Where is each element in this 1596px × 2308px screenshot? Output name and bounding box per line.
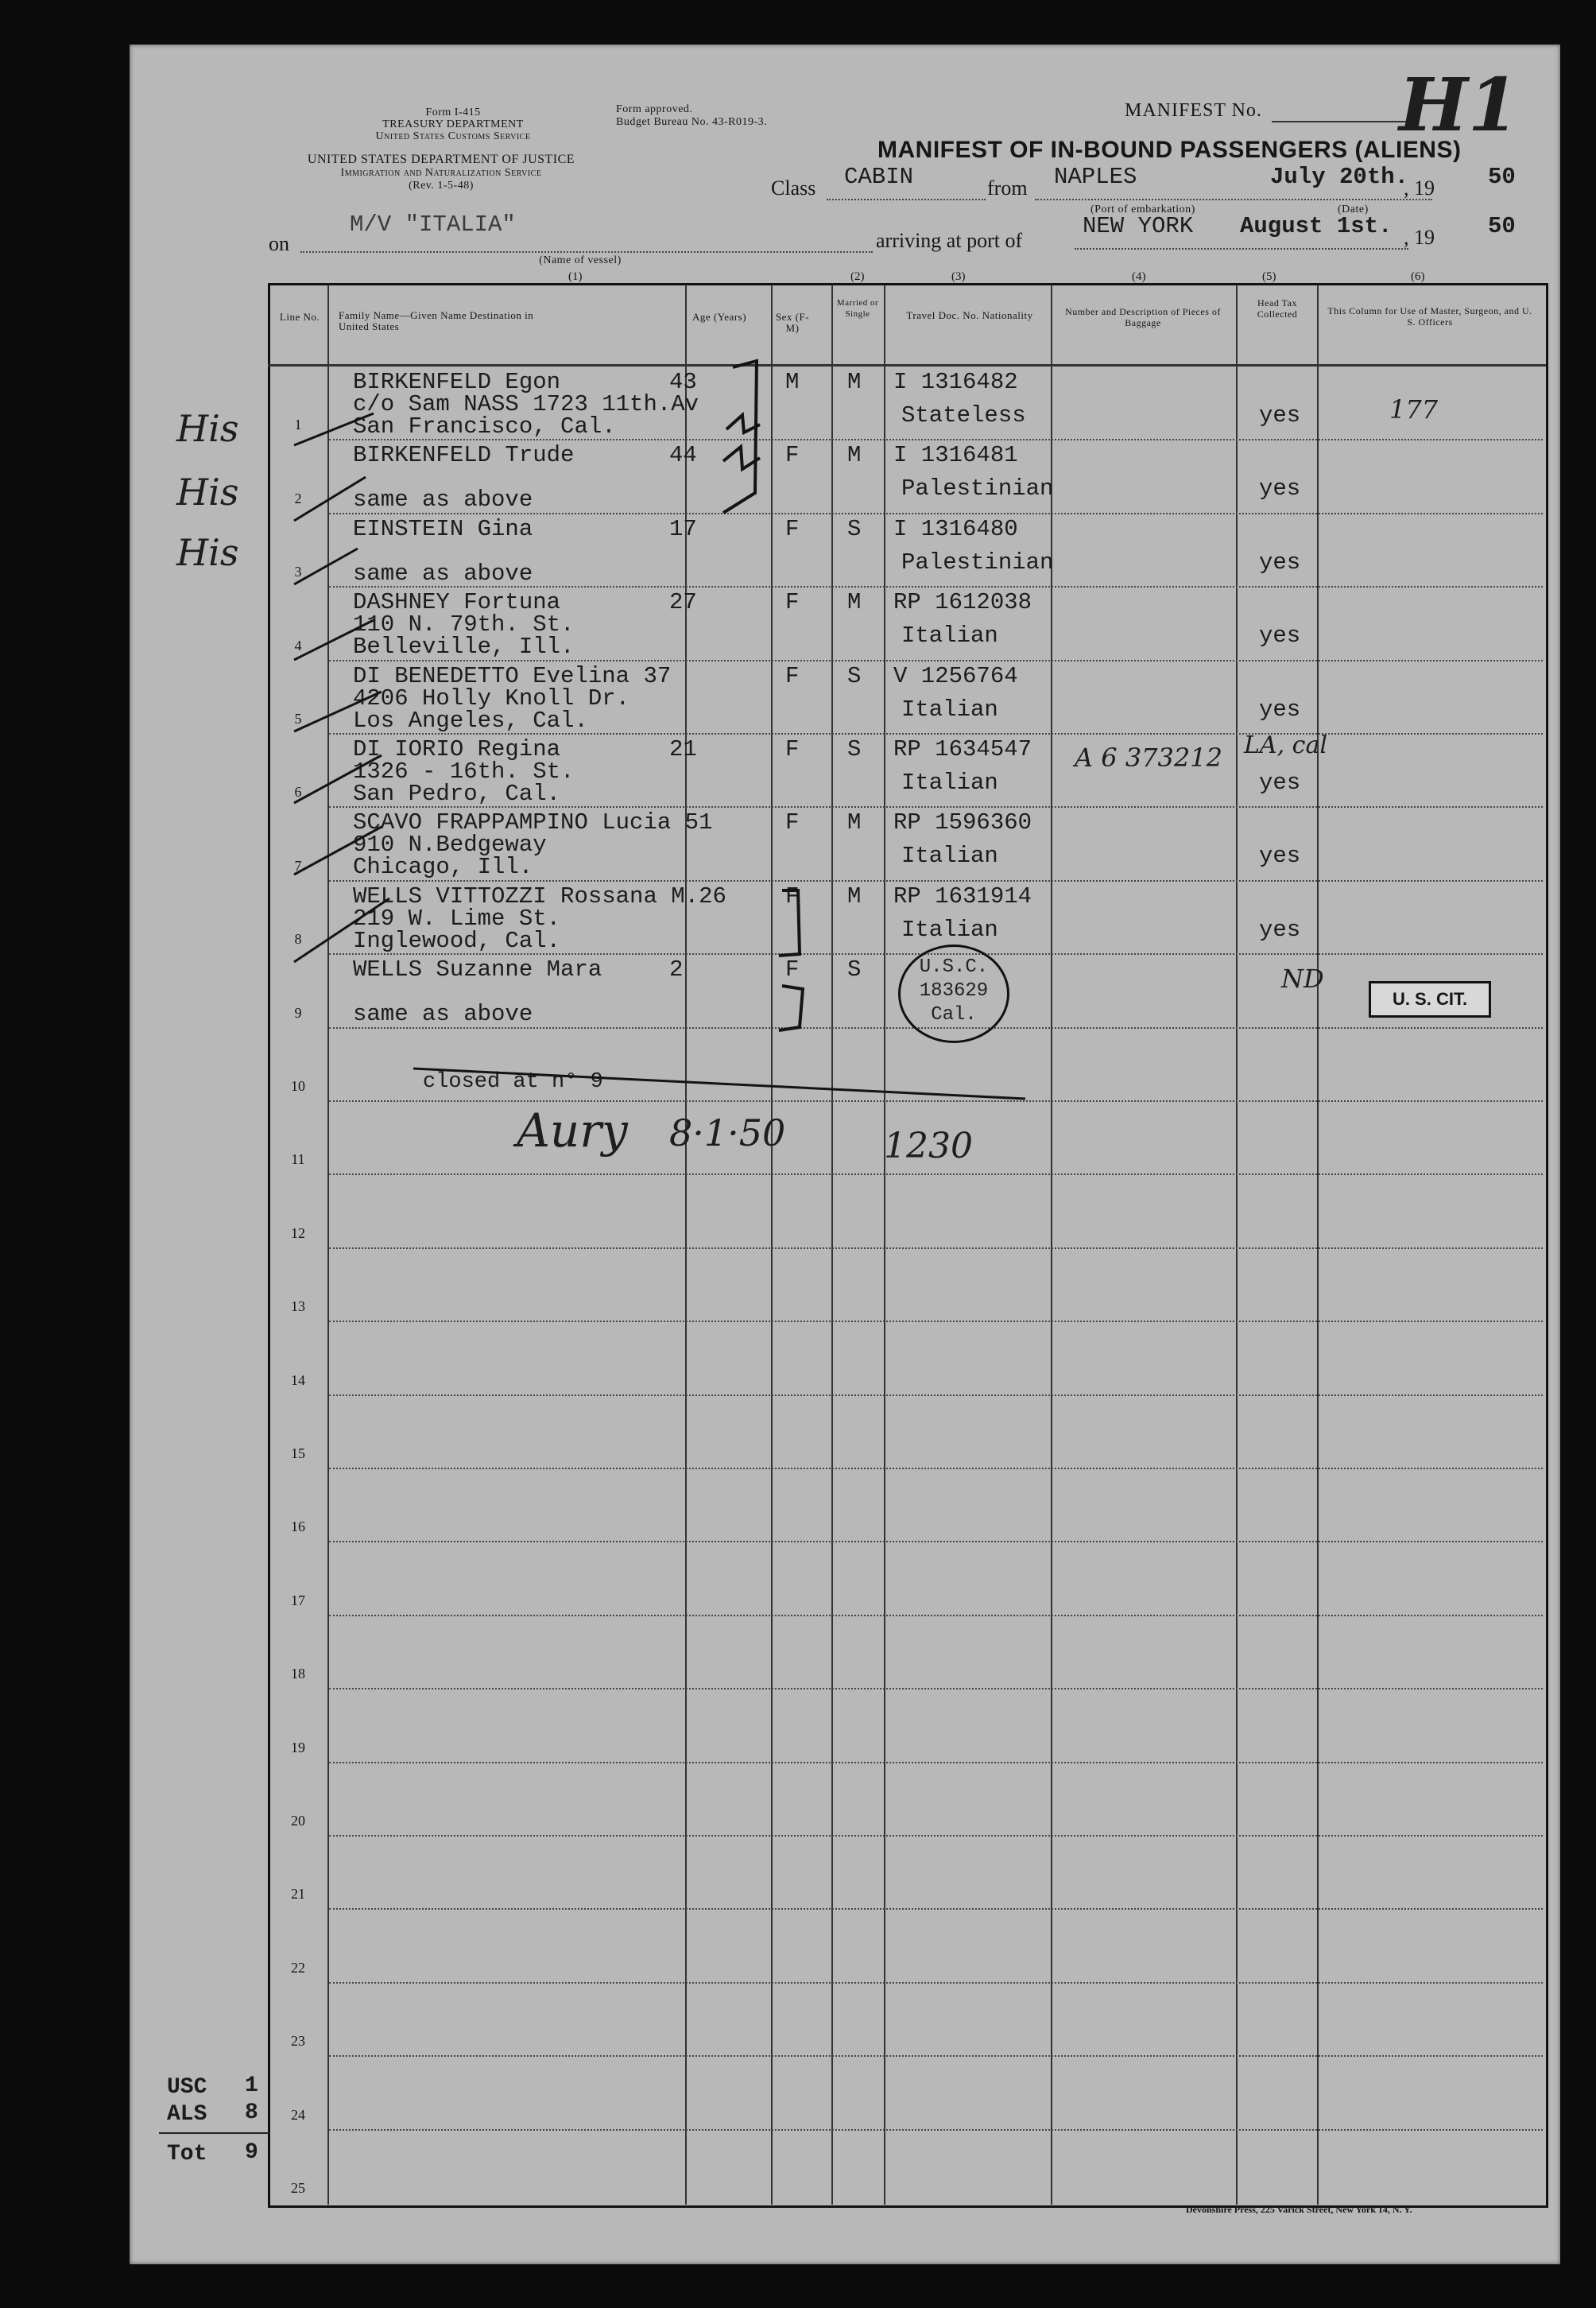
- form-approved: Form approved.: [616, 103, 693, 115]
- passenger-age: 27: [669, 589, 697, 615]
- nationality: Italian: [901, 623, 998, 649]
- passenger-sex: F: [785, 516, 800, 542]
- col-header-baggage: Number and Description of Pieces of Baggage: [1065, 306, 1221, 328]
- col-header-officers: This Column for Use of Master, Surgeon, and U. S. Officers: [1327, 305, 1532, 328]
- passenger-sex: F: [785, 663, 800, 689]
- closed-note: closed at n° 9: [423, 1070, 603, 1094]
- passenger-name: WELLS VITTOZZI Rossana M.26: [353, 883, 726, 910]
- signature-date: 8·1·50: [669, 1111, 786, 1154]
- passenger-destination: San Francisco, Cal.: [353, 413, 616, 440]
- row-rule: [329, 1321, 1543, 1322]
- line-number: 18: [291, 1666, 305, 1682]
- passenger-sex: M: [785, 369, 800, 395]
- row-rule: [329, 1247, 1543, 1249]
- la-cal-note: LA, cal: [1244, 731, 1327, 759]
- col-number-3: (3): [951, 270, 966, 283]
- date-caption: (Date): [1338, 204, 1369, 215]
- passenger-destination: same as above: [353, 1001, 533, 1027]
- vessel-underline: [300, 251, 873, 253]
- line-number: 23: [291, 2033, 305, 2049]
- passenger-name: BIRKENFELD Trude: [353, 442, 575, 468]
- date-from: July 20th.: [1270, 164, 1409, 190]
- passenger-address: c/o Sam NASS 1723 11th.Av: [353, 391, 699, 417]
- passenger-sex: F: [785, 809, 800, 836]
- port-underline: [1075, 248, 1408, 250]
- row-rule: [329, 1615, 1543, 1616]
- check-marks: [262, 358, 707, 1010]
- passenger-sex: F: [785, 442, 800, 468]
- travel-doc-number: V 1256764: [893, 663, 1018, 689]
- col-header-head-tax: Head Tax Collected: [1257, 297, 1298, 320]
- manifest-no-hand: H1: [1399, 62, 1519, 148]
- manifest-no-line: [1272, 121, 1407, 122]
- passenger-marital-status: M: [847, 442, 862, 468]
- nationality: Palestinian: [901, 549, 1054, 576]
- row-rule: [329, 1394, 1543, 1396]
- nd-mark: ND: [1281, 964, 1324, 994]
- year-1: 50: [1488, 164, 1516, 190]
- line-number: 8: [294, 931, 302, 947]
- col-header-name: Family Name—Given Name Destination in United States: [339, 309, 534, 332]
- col-header-line-no: Line No.: [279, 311, 320, 323]
- line-number: 5: [294, 711, 302, 727]
- total-als-value: 8: [245, 2100, 258, 2125]
- total-usc-value: 1: [245, 2073, 258, 2098]
- officer-note: 177: [1389, 394, 1439, 425]
- passenger-age: 43: [669, 369, 697, 395]
- his-mark: His: [176, 531, 239, 574]
- col-number-5: (5): [1262, 270, 1276, 283]
- line-number: 24: [291, 2107, 305, 2123]
- head-tax: yes: [1259, 475, 1301, 502]
- row-rule: [329, 1908, 1543, 1910]
- nationality: Italian: [901, 917, 998, 943]
- his-mark: His: [176, 471, 239, 514]
- row-rule: [329, 1762, 1543, 1763]
- passenger-age: 17: [669, 516, 697, 542]
- col-header-sex: Sex (F-M): [775, 311, 810, 334]
- head-tax: yes: [1259, 843, 1301, 869]
- form-number: Form I-415: [425, 107, 481, 118]
- line-number: 3: [294, 564, 302, 580]
- line-number: 6: [294, 784, 302, 800]
- passenger-name: DI BENEDETTO Evelina 37: [353, 663, 672, 689]
- head-tax: yes: [1259, 623, 1301, 649]
- line-number: 17: [291, 1592, 305, 1608]
- travel-doc-number: RP 1631914: [893, 883, 1032, 910]
- passenger-marital-status: S: [847, 956, 862, 983]
- line-number: 13: [291, 1298, 305, 1314]
- row-rule: [329, 1541, 1543, 1542]
- row-rule: [329, 1982, 1543, 1984]
- passenger-marital-status: M: [847, 883, 862, 910]
- arriving-label: arriving at port of: [876, 229, 1023, 252]
- row-rule: [329, 2129, 1543, 2131]
- passenger-name: DI IORIO Regina: [353, 736, 561, 762]
- vessel-caption: (Name of vessel): [539, 254, 622, 266]
- passenger-sex: F: [785, 883, 800, 910]
- line-number: 25: [291, 2180, 305, 2196]
- total-tot-label: Tot: [167, 2142, 207, 2166]
- class-label: Class: [771, 176, 816, 200]
- passenger-name: SCAVO FRAPPAMPINO Lucia 51: [353, 809, 713, 836]
- line-number: 4: [294, 638, 302, 654]
- totals-rule: [159, 2132, 270, 2134]
- closed-underline: [413, 1062, 1033, 1102]
- line-number: 12: [291, 1225, 305, 1241]
- line-number: 7: [294, 858, 302, 874]
- passenger-age: 44: [669, 442, 697, 468]
- passenger-destination: Belleville, Ill.: [353, 634, 575, 660]
- col-number-6: (6): [1411, 270, 1425, 283]
- head-tax: yes: [1259, 770, 1301, 796]
- head-tax: yes: [1259, 549, 1301, 576]
- travel-doc-number: RP 1596360: [893, 809, 1032, 836]
- budget-bureau: Budget Bureau No. 43-R019-3.: [616, 116, 768, 128]
- page-title: MANIFEST OF IN-BOUND PASSENGERS (ALIENS): [877, 137, 1462, 163]
- col-divider: [884, 285, 885, 2205]
- class-value: CABIN: [844, 164, 914, 190]
- total-tot-value: 9: [245, 2140, 258, 2165]
- passenger-address: 910 N.Bedgeway: [353, 832, 547, 858]
- age-bracket-marks: [699, 350, 843, 1049]
- travel-doc-number: I 1316481: [893, 442, 1018, 468]
- passenger-name: EINSTEIN Gina: [353, 516, 533, 542]
- row-rule: [329, 2055, 1543, 2057]
- treasury-label: TREASURY DEPARTMENT: [382, 118, 524, 130]
- line-number: 10: [291, 1078, 305, 1094]
- us-cit-stamp: U. S. CIT.: [1369, 981, 1491, 1018]
- class-underline: [827, 199, 986, 200]
- line-number: 9: [294, 1005, 302, 1021]
- travel-doc-number: RP 1634547: [893, 736, 1032, 762]
- passenger-destination: same as above: [353, 561, 533, 587]
- total-usc-label: USC: [167, 2075, 207, 2100]
- usc-stamp-line: Cal.: [931, 1004, 977, 1026]
- line-number: 15: [291, 1445, 305, 1461]
- col-header-married: Married or Single: [836, 298, 879, 319]
- ins-label: Immigration and Naturalization Service: [340, 167, 542, 179]
- usc-stamp: [898, 945, 1009, 1043]
- passenger-name: BIRKENFELD Egon: [353, 369, 561, 395]
- arrival-date: August 1st.: [1240, 213, 1393, 239]
- signature-time: 1230: [884, 1126, 973, 1166]
- from-label: from: [987, 176, 1028, 200]
- usc-stamp-line: U.S.C.: [919, 956, 989, 978]
- passenger-age: 21: [669, 736, 697, 762]
- from-underline: [1035, 199, 1432, 200]
- passenger-marital-status: M: [847, 589, 862, 615]
- nationality: Palestinian: [901, 475, 1054, 502]
- line-number: 22: [291, 1960, 305, 1976]
- year-2: 50: [1488, 213, 1516, 239]
- line-number: 20: [291, 1813, 305, 1829]
- passenger-address: 219 W. Lime St.: [353, 906, 561, 932]
- baggage-note: A 6 373212: [1075, 743, 1222, 773]
- vessel-name: M/V "ITALIA": [350, 211, 516, 238]
- head-tax: yes: [1259, 917, 1301, 943]
- passenger-marital-status: M: [847, 809, 862, 836]
- passenger-destination: San Pedro, Cal.: [353, 781, 561, 807]
- on-label: on: [269, 232, 289, 255]
- line-number: 1: [294, 417, 302, 433]
- passenger-destination: same as above: [353, 487, 533, 513]
- line-number: 2: [294, 491, 302, 506]
- travel-doc-number: I 1316480: [893, 516, 1018, 542]
- row-rule: [329, 1688, 1543, 1689]
- passenger-marital-status: S: [847, 663, 862, 689]
- passenger-name: WELLS Suzanne Mara: [353, 956, 602, 983]
- line-number: 19: [291, 1740, 305, 1755]
- head-tax: yes: [1259, 696, 1301, 723]
- signature: Aury: [517, 1104, 628, 1158]
- line-number: 16: [291, 1519, 305, 1534]
- passenger-age: 2: [669, 956, 684, 983]
- his-mark: His: [176, 407, 239, 450]
- port-embark-caption: (Port of embarkation): [1090, 204, 1195, 215]
- col-header-age: Age (Years): [691, 311, 747, 323]
- passenger-marital-status: S: [847, 736, 862, 762]
- head-tax: yes: [1259, 402, 1301, 429]
- passenger-marital-status: M: [847, 369, 862, 395]
- customs-label: United States Customs Service: [375, 130, 531, 142]
- passenger-address: 4206 Holly Knoll Dr.: [353, 685, 630, 712]
- usc-stamp-line: 183629: [919, 980, 989, 1002]
- passenger-sex: F: [785, 736, 800, 762]
- travel-doc-number: I 1316482: [893, 369, 1018, 395]
- col-divider: [1317, 285, 1319, 2205]
- line-number: 11: [291, 1151, 305, 1167]
- col-number-4: (4): [1132, 270, 1146, 283]
- arrival-port: NEW YORK: [1083, 213, 1194, 239]
- nationality: Italian: [901, 770, 998, 796]
- line-number: 21: [291, 1886, 305, 1902]
- travel-doc-number: RP 1612038: [893, 589, 1032, 615]
- line-number: 14: [291, 1372, 305, 1388]
- passenger-destination: Inglewood, Cal.: [353, 928, 561, 954]
- passenger-destination: Los Angeles, Cal.: [353, 708, 588, 734]
- manifest-no-label: MANIFEST No.: [1125, 100, 1262, 121]
- row-rule: [329, 1835, 1543, 1837]
- doj-label: UNITED STATES DEPARTMENT OF JUSTICE: [307, 153, 575, 166]
- year-prefix-1: , 19: [1404, 176, 1435, 200]
- col-number-2: (2): [850, 270, 865, 283]
- total-als-label: ALS: [167, 2102, 207, 2127]
- passenger-address: 110 N. 79th. St.: [353, 611, 575, 638]
- nationality: Italian: [901, 696, 998, 723]
- passenger-name: DASHNEY Fortuna: [353, 589, 561, 615]
- row-rule: [329, 1468, 1543, 1469]
- from-value: NAPLES: [1054, 164, 1137, 190]
- passenger-sex: F: [785, 589, 800, 615]
- row-rule: [329, 1173, 1543, 1175]
- passenger-destination: Chicago, Ill.: [353, 854, 533, 880]
- rev-label: (Rev. 1-5-48): [409, 180, 474, 192]
- passenger-marital-status: S: [847, 516, 862, 542]
- nationality: Italian: [901, 843, 998, 869]
- nationality: Stateless: [901, 402, 1026, 429]
- year-prefix-2: , 19: [1404, 226, 1435, 249]
- passenger-sex: F: [785, 956, 800, 983]
- col-number-1: (1): [568, 270, 583, 283]
- printer-imprint: Devonshire Press, 225 Varick Street, New York 14, N. Y.: [1186, 2204, 1412, 2215]
- col-header-travel-doc: Travel Doc. No. Nationality: [906, 309, 1033, 321]
- col-divider: [1236, 285, 1238, 2205]
- passenger-address: 1326 - 16th. St.: [353, 758, 575, 785]
